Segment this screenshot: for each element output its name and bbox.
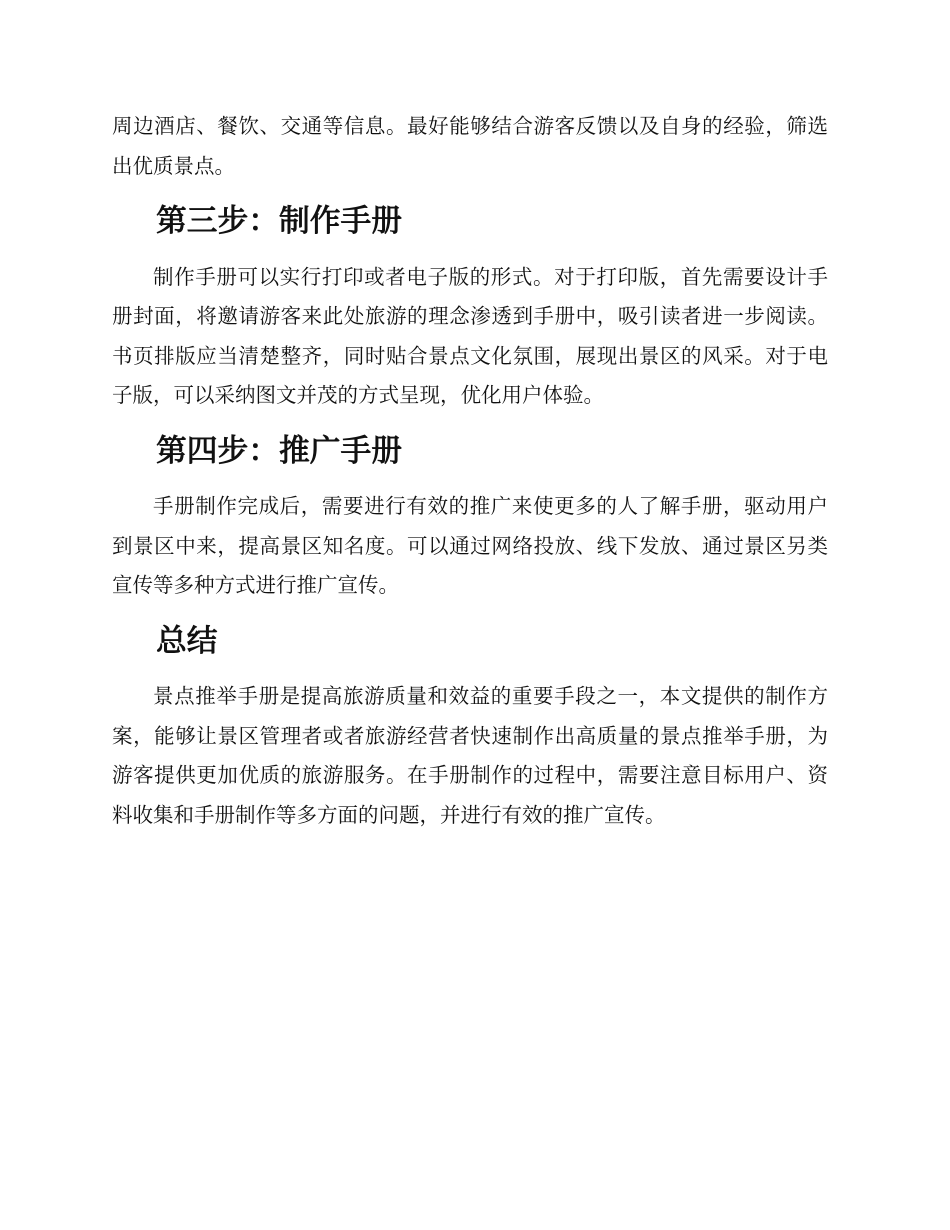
step3-paragraph: 制作手册可以实行打印或者电子版的形式。对于打印版，首先需要设计手册封面，将邀请游客来此处旅游的理念渗透到手册中，吸引读者进一步阅读。书页排版应当清楚整齐，同时贴合景点文化氛围，展现出景区的风采。对于电子版，可以采纳图文并茂的方式呈现，优化用户体验。 [112, 264, 828, 407]
step3-heading: 第三步：制作手册 [156, 203, 403, 239]
step4-heading: 第四步：推广手册 [156, 432, 403, 469]
summary-heading: 总结 [156, 622, 218, 659]
summary-paragraph: 景点推举手册是提高旅游质量和效益的重要手段之一，本文提供的制作方案，能够让景区管理者或者旅游经营者快速制作出高质量的景点推举手册，为游客提供更加优质的旅游服务。在手册制作的过程中，需要注意目标用户、资料收集和手册制作等多方面的问题，并进行有效的推广宣传。 [112, 684, 828, 827]
intro-continuation-paragraph: 周边酒店、餐饮、交通等信息。最好能够结合游客反馈以及自身的经验，筛选出优质景点。 [112, 114, 828, 178]
step4-paragraph: 手册制作完成后，需要进行有效的推广来使更多的人了解手册，驱动用户到景区中来，提高景区知名度。可以通过网络投放、线下发放、通过景区另类宣传等多种方式进行推广宣传。 [112, 494, 828, 597]
document-body [112, 107, 828, 835]
